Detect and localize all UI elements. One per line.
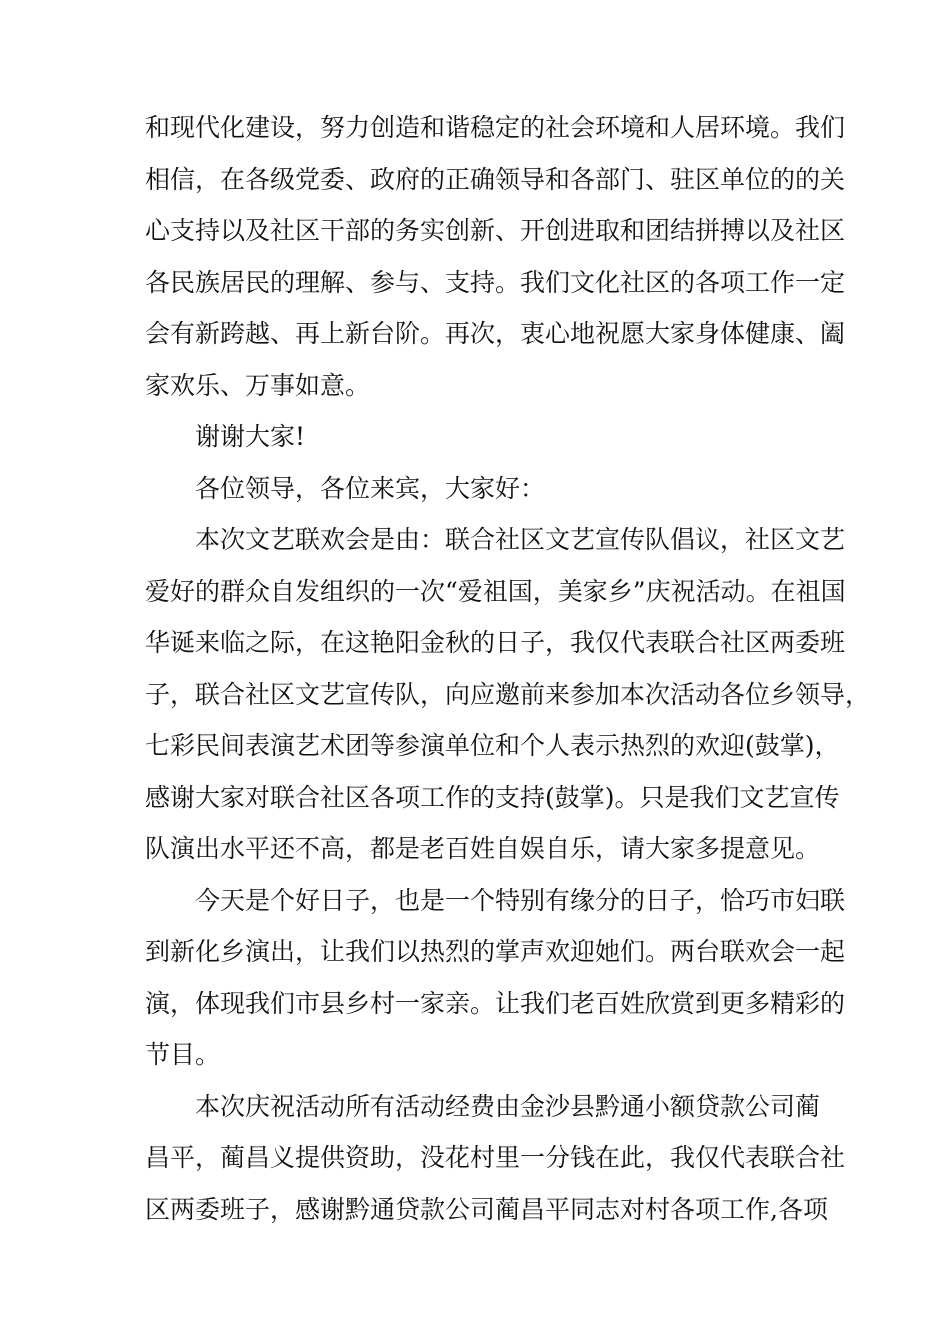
paragraph-intro — [145, 514, 871, 875]
text-line: 感谢大家对联合社区各项工作的支持(鼓掌)。只是我们文艺宣传 — [145, 782, 840, 812]
text-line: 家欢乐、万事如意。 — [145, 370, 371, 400]
text-line: 各民族居民的理解、参与、支持。我们文化社区的各项工作一定 — [145, 267, 846, 297]
text-line: 谢谢大家! — [195, 422, 306, 451]
paragraph-continuation — [145, 102, 846, 411]
text-line: 演，体现我们市县乡村一家亲。让我们老百姓欣赏到更多精彩的 — [145, 988, 846, 1018]
text-line: 今天是个好日子，也是一个特别有缘分的日子，恰巧市妇联 — [195, 885, 846, 915]
text-line: 区两委班子，感谢黔通贷款公司蔺昌平同志对村各项工作,各项 — [145, 1194, 828, 1224]
document-body — [145, 102, 871, 1235]
text-line: 昌平，蔺昌义提供资助，没花村里一分钱在此，我仅代表联合社 — [145, 1143, 846, 1172]
paragraph-funding — [145, 1081, 846, 1236]
paragraph-today — [145, 875, 846, 1081]
text-line: 爱好的群众自发组织的一次“爱祖国，美家乡”庆祝活动。在祖国 — [145, 576, 846, 606]
text-line: 相信，在各级党委、政府的正确领导和各部门、驻区单位的的关 — [145, 164, 846, 194]
text-line: 本次文艺联欢会是由：联合社区文艺宣传队倡议，社区文艺 — [195, 525, 846, 554]
text-line: 心支持以及社区干部的务实创新、开创进取和团结拼搏以及社区 — [145, 216, 846, 245]
text-line: 七彩民间表演艺术团等参演单位和个人表示热烈的欢迎(鼓掌)， — [145, 731, 840, 760]
text-line: 队演出水平还不高，都是老百姓自娱自乐，请大家多提意见。 — [145, 834, 821, 863]
text-line: 会有新跨越、再上新台阶。再次，衷心地祝愿大家身体健康、阖 — [145, 319, 846, 348]
text-line: 各位领导，各位来宾，大家好： — [195, 473, 546, 503]
text-line: 到新化乡演出，让我们以热烈的掌声欢迎她们。两台联欢会一起 — [145, 937, 846, 966]
text-line: 华诞来临之际，在这艳阳金秋的日子，我仅代表联合社区两委班 — [145, 628, 846, 657]
paragraph-thanks — [145, 411, 810, 463]
text-line: 本次庆祝活动所有活动经费由金沙县黔通小额贷款公司蔺 — [195, 1091, 821, 1121]
paragraph-greeting — [145, 463, 810, 515]
text-line: 和现代化建设，努力创造和谐稳定的社会环境和人居环境。我们 — [145, 113, 846, 142]
text-line: 子，联合社区文艺宣传队，向应邀前来参加本次活动各位乡领导， — [145, 679, 871, 709]
text-line: 节目。 — [145, 1040, 221, 1069]
